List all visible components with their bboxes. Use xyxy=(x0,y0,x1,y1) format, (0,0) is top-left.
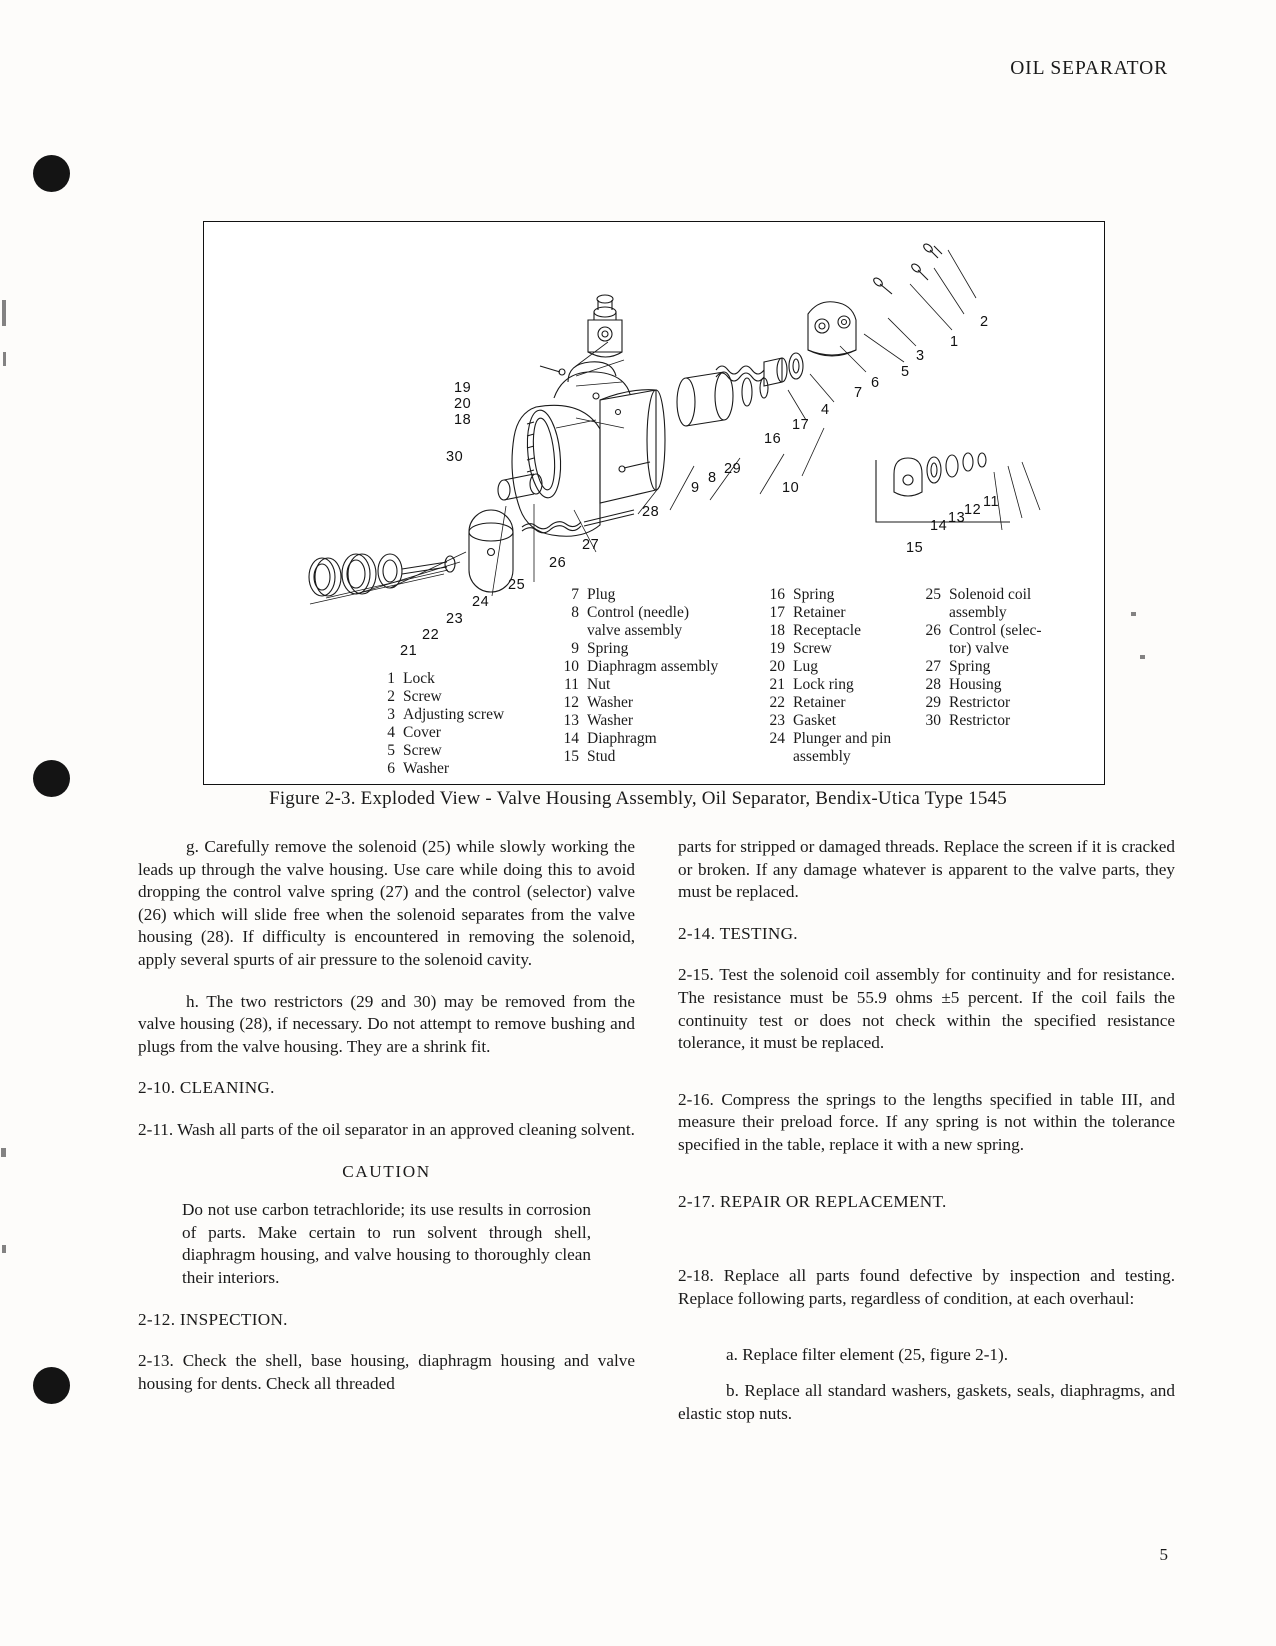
legend-item xyxy=(372,688,442,706)
legend-item-number: 21 xyxy=(769,676,785,693)
callout-23: 23 xyxy=(446,611,464,627)
legend-item xyxy=(762,622,861,640)
legend-item xyxy=(556,730,657,748)
legend-item-number: 27 xyxy=(925,658,941,675)
scan-edge-speck xyxy=(3,352,6,366)
legend-item xyxy=(556,676,610,694)
legend-item-number: 18 xyxy=(769,622,785,639)
callout-16: 16 xyxy=(764,431,782,447)
callout-30: 30 xyxy=(446,449,464,465)
callout-18: 18 xyxy=(454,412,472,428)
legend-item xyxy=(762,586,834,604)
callout-29: 29 xyxy=(724,461,742,477)
paragraph-a: a. Replace filter element (25, figure 2-1). xyxy=(726,1345,1009,1365)
body-column-right xyxy=(678,836,1175,1444)
paragraph-continued: parts for stripped or damaged threads. Replace the screen if it is cracked or broken. If any damage whatever is apparent to the valve parts, they must be replaced. xyxy=(678,837,1175,902)
legend-item xyxy=(918,694,1010,712)
legend-item-label: Restrictor xyxy=(949,694,1011,711)
legend-item-number: 16 xyxy=(769,586,785,603)
heading-2-14: 2-14. TESTING. xyxy=(678,923,798,943)
legend-item-label: Retainer xyxy=(793,604,846,621)
legend-item-label: assembly xyxy=(793,748,851,765)
legend-item-label: Lock ring xyxy=(793,676,854,693)
legend-item xyxy=(372,670,435,688)
legend-item-label: assembly xyxy=(949,604,1007,621)
legend-item-number: 8 xyxy=(571,604,579,621)
figure-2-3 xyxy=(203,221,1105,785)
callout-17: 17 xyxy=(792,417,810,433)
legend-item xyxy=(556,640,628,658)
legend-item xyxy=(556,694,633,712)
callout-26: 26 xyxy=(549,555,567,571)
legend-item xyxy=(372,760,449,778)
legend-item-continuation xyxy=(949,640,1009,658)
scan-edge-speck xyxy=(2,300,6,326)
legend-item xyxy=(762,694,846,712)
legend-item-number: 3 xyxy=(387,706,395,723)
legend-item-label: tor) valve xyxy=(949,640,1009,657)
callout-28: 28 xyxy=(642,504,660,520)
paragraph-2-18: 2-18. Replace all parts found defective by inspection and testing. Replace following parts, regardless of condition, at each overhaul: xyxy=(678,1266,1175,1308)
legend-item-label: Adjusting screw xyxy=(403,706,505,723)
legend-item xyxy=(372,742,442,760)
legend-item xyxy=(762,604,846,622)
callout-11: 11 xyxy=(983,494,1000,510)
legend-item-number: 10 xyxy=(563,658,579,675)
caution-body: Do not use carbon tetrachloride; its use results in corrosion of parts. Make certain to run solvent through shell, diaphragm housing, and valve housing to thoroughly clean their interiors. xyxy=(182,1200,591,1287)
legend-item-number: 24 xyxy=(769,730,785,747)
legend-item-number: 12 xyxy=(563,694,579,711)
legend-item-label: Plunger and pin xyxy=(793,730,892,747)
scan-edge-speck xyxy=(2,1245,6,1253)
legend-item xyxy=(918,622,1042,640)
paragraph-2-11: 2-11. Wash all parts of the oil separator in an approved cleaning solvent. xyxy=(138,1119,635,1139)
figure-caption: Figure 2-3. Exploded View - Valve Housing Assembly, Oil Separator, Bendix-Utica Type 1545 xyxy=(269,788,1007,809)
legend-item-number: 26 xyxy=(925,622,941,639)
legend-item-number: 20 xyxy=(769,658,785,675)
legend-item-number: 1 xyxy=(387,670,395,687)
legend-item-label: Cover xyxy=(403,724,441,741)
legend-item xyxy=(918,658,990,676)
legend-item-continuation xyxy=(556,622,682,640)
legend-item-label: Receptacle xyxy=(793,622,861,639)
legend-item-number: 22 xyxy=(769,694,785,711)
legend-item-number: 11 xyxy=(564,676,579,693)
exploded-view-illustration xyxy=(204,222,1104,622)
paragraph-2-15: 2-15. Test the solenoid coil assembly for continuity and for resistance. The resistance must be 55.9 ohms ±5 percent. If the coil fails the continuity test or does not check within the specified resistance tolerance, it must be replaced. xyxy=(678,965,1175,1053)
legend-item-label: Washer xyxy=(403,760,450,777)
legend-item-label: Washer xyxy=(587,712,634,729)
legend-item-number: 17 xyxy=(769,604,785,621)
heading-2-12: 2-12. INSPECTION. xyxy=(138,1309,288,1329)
legend-item-number: 14 xyxy=(563,730,579,747)
legend-item-label: Spring xyxy=(793,586,835,603)
legend-item-label: Plug xyxy=(587,586,616,603)
callout-20: 20 xyxy=(454,396,472,412)
callout-22: 22 xyxy=(422,627,440,643)
legend-item-number: 7 xyxy=(571,586,579,603)
punch-hole-icon xyxy=(33,1367,70,1404)
scan-edge-speck xyxy=(1,1148,6,1157)
legend-item-label: Lug xyxy=(793,658,818,675)
callout-1: 1 xyxy=(950,334,959,350)
callout-25: 25 xyxy=(508,577,526,593)
caution-title: CAUTION xyxy=(342,1161,431,1181)
legend-item xyxy=(556,658,718,676)
legend-item-label: Housing xyxy=(949,676,1002,693)
callout-27: 27 xyxy=(582,537,600,553)
paragraph-b: b. Replace all standard washers, gaskets, seals, diaphragms, and elastic stop nuts. xyxy=(678,1380,1175,1423)
legend-item-label: valve assembly xyxy=(587,622,683,639)
paragraph-2-13: 2-13. Check the shell, base housing, diaphragm housing and valve housing for dents. Check all threaded xyxy=(138,1351,635,1393)
legend-item-label: Screw xyxy=(403,742,442,759)
legend-item-number: 5 xyxy=(387,742,395,759)
callout-10: 10 xyxy=(782,480,800,496)
callout-5: 5 xyxy=(901,364,910,380)
heading-2-10: 2-10. CLEANING. xyxy=(138,1078,275,1098)
legend-item-number: 2 xyxy=(387,688,395,705)
scan-edge-speck xyxy=(1131,612,1136,616)
legend-item-label: Screw xyxy=(403,688,442,705)
callout-4: 4 xyxy=(821,402,830,418)
legend-item-number: 19 xyxy=(769,640,785,657)
callout-19: 19 xyxy=(454,380,472,396)
legend-item-number: 30 xyxy=(925,712,941,729)
parts-legend xyxy=(204,586,1104,782)
legend-item-number: 4 xyxy=(387,724,395,741)
heading-2-17: 2-17. REPAIR OR REPLACEMENT. xyxy=(678,1191,947,1211)
legend-item-continuation xyxy=(949,604,1007,622)
callout-3: 3 xyxy=(916,348,925,364)
callout-9: 9 xyxy=(691,480,700,496)
page-number: 5 xyxy=(1159,1545,1168,1564)
legend-item xyxy=(762,640,832,658)
legend-item-number: 9 xyxy=(571,640,579,657)
legend-item-label: Diaphragm assembly xyxy=(587,658,719,675)
legend-item-label: Stud xyxy=(587,748,616,765)
legend-item xyxy=(556,748,615,766)
body-column-left xyxy=(138,836,635,1414)
legend-item-number: 29 xyxy=(925,694,941,711)
legend-item xyxy=(762,658,818,676)
running-head: OIL SEPARATOR xyxy=(1010,58,1168,79)
legend-item-label: Control (needle) xyxy=(587,604,690,621)
callout-6: 6 xyxy=(871,375,880,391)
legend-item-label: Diaphragm xyxy=(587,730,657,747)
legend-item xyxy=(918,676,1002,694)
punch-hole-icon xyxy=(33,155,70,192)
legend-item-label: Spring xyxy=(949,658,991,675)
paragraph-h: h. The two restrictors (29 and 30) may be removed from the valve housing (28), if necessary. Do not attempt to remove bushing and plugs from the valve housing. They are a shrink fit. xyxy=(138,991,635,1056)
legend-item-label: Lock xyxy=(403,670,435,687)
legend-item-continuation xyxy=(793,748,851,766)
legend-item xyxy=(762,676,854,694)
callout-24: 24 xyxy=(472,594,490,610)
legend-item-label: Control (selec- xyxy=(949,622,1042,639)
legend-item-label: Gasket xyxy=(793,712,837,729)
legend-item-label: Screw xyxy=(793,640,832,657)
legend-item-number: 6 xyxy=(387,760,395,777)
legend-item-label: Restrictor xyxy=(949,712,1011,729)
callout-15: 15 xyxy=(906,540,924,556)
legend-item xyxy=(372,724,441,742)
callout-2: 2 xyxy=(980,314,989,330)
scan-edge-speck xyxy=(1140,655,1145,659)
legend-item-number: 15 xyxy=(563,748,579,765)
callout-14: 14 xyxy=(930,518,948,534)
callout-12: 12 xyxy=(964,502,982,518)
legend-item xyxy=(556,712,633,730)
callout-21: 21 xyxy=(400,643,418,659)
legend-item-label: Solenoid coil xyxy=(949,586,1032,603)
legend-item xyxy=(762,730,891,748)
legend-item xyxy=(556,586,615,604)
legend-item xyxy=(918,586,1031,604)
legend-item-label: Nut xyxy=(587,676,611,693)
callout-8: 8 xyxy=(708,470,717,486)
legend-item xyxy=(372,706,504,724)
legend-item-label: Washer xyxy=(587,694,634,711)
legend-item xyxy=(556,604,689,622)
legend-item xyxy=(762,712,836,730)
legend-item-number: 28 xyxy=(925,676,941,693)
callout-7: 7 xyxy=(854,385,863,401)
legend-item xyxy=(918,712,1010,730)
legend-item-number: 23 xyxy=(769,712,785,729)
callout-13: 13 xyxy=(948,510,966,526)
legend-item-label: Spring xyxy=(587,640,629,657)
paragraph-g: g. Carefully remove the solenoid (25) while slowly working the leads up through the valve housing. Use care while doing this to avoid dropping the control valve spring (27) and the control (selector) valve (26) which will slide free when the solenoid separates from the valve housing (28). If difficulty is encountered in removing the solenoid, apply several spurts of air pressure to the solenoid cavity. xyxy=(138,837,635,969)
legend-item-number: 13 xyxy=(563,712,579,729)
legend-item-number: 25 xyxy=(925,586,941,603)
paragraph-2-16: 2-16. Compress the springs to the lengths specified in table III, and measure their preload force. If any spring is not within the tolerance specified in the table, replace it with a new spring. xyxy=(678,1089,1175,1154)
legend-item-label: Retainer xyxy=(793,694,846,711)
